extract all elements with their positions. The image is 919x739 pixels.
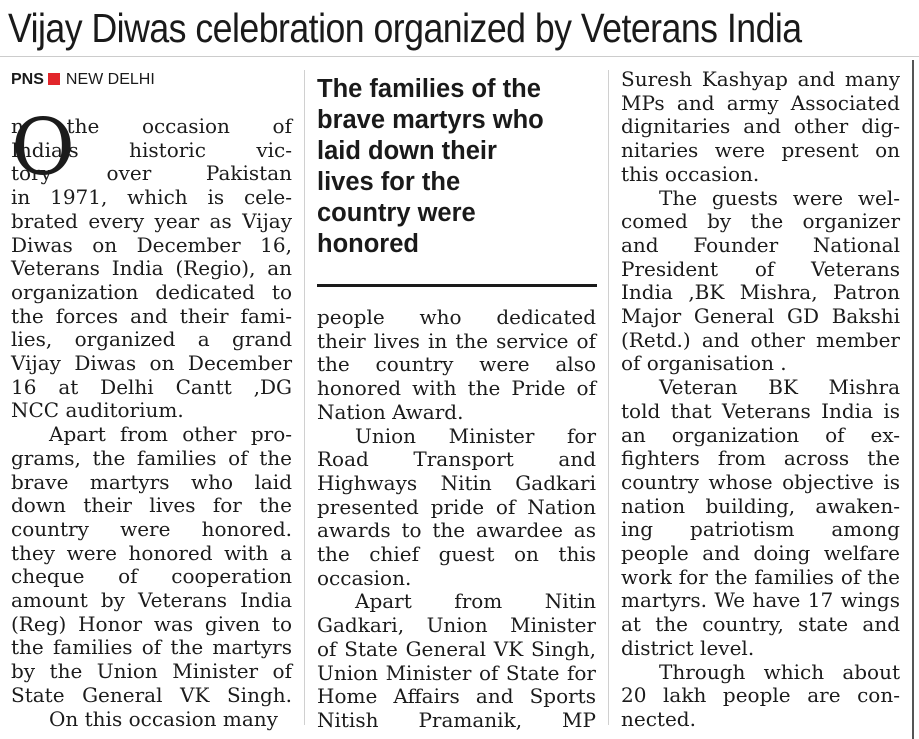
text-line: by the Union Minister of [11, 659, 292, 684]
text-line: dignitaries and other dig- [621, 114, 900, 139]
pull-quote-line: laid down their [317, 137, 497, 165]
column-divider [304, 70, 305, 725]
text-line: Veteran BK Mishra [659, 375, 900, 400]
byline-location: NEW DELHI [65, 71, 155, 88]
text-line: Suresh Kashyap and many [621, 67, 900, 91]
text-line: ing patriotism among [621, 517, 900, 542]
text-line: (Retd.) and other member [621, 327, 900, 352]
text-line: President of Veterans [621, 256, 900, 281]
text-line: Union Minister of State for [317, 660, 596, 685]
text-line: n the occasion of [11, 114, 292, 138]
text-line: On this occasion many [49, 706, 278, 731]
text-line: fighters from across the [621, 446, 900, 471]
text-line: grams, the families of the [11, 445, 292, 470]
text-line: martyrs. We have 17 wings [621, 588, 900, 613]
clipping-edge [912, 60, 914, 739]
text-line: people who dedicated [317, 305, 596, 329]
pull-quote-line: The families of the [317, 75, 541, 103]
text-line: 20 lakh people are con- [621, 683, 900, 708]
text-line: Vijay Diwas on December [11, 351, 292, 376]
text-line: district level. [621, 635, 755, 660]
text-line: down their lives for the [11, 493, 292, 518]
article-headline: Vijay Diwas celebration organized by Veterans India [8, 5, 802, 51]
text-line: nitaries were present on [621, 138, 900, 163]
text-line: and Founder National [621, 232, 900, 257]
dropcap-paragraph [11, 103, 292, 193]
text-line: MPs and army Associated [621, 90, 900, 115]
article-column-1 [11, 103, 292, 731]
text-line: Union Minister for [355, 423, 596, 448]
text-line: at the country, state and [621, 612, 900, 637]
text-line: people and doing welfare [621, 541, 900, 566]
headline-rule [0, 56, 919, 57]
text-line: cheque of cooperation [11, 564, 292, 589]
pull-quote-line: brave martyrs who [317, 106, 544, 134]
text-line: The guests were wel- [659, 185, 900, 210]
text-line: occasion. [317, 565, 412, 590]
text-line: country were honored. [11, 516, 292, 541]
byline-agency: PNS [11, 71, 44, 88]
text-line: presented pride of Nation [317, 494, 596, 519]
text-line: nected. [621, 706, 696, 731]
text-line: of organisation . [621, 351, 787, 376]
text-line: comed by the organizer [621, 209, 900, 234]
text-line: India's historic vic- [11, 137, 292, 162]
byline-marker-icon [48, 73, 60, 85]
dropcap-letter: O [11, 103, 75, 193]
text-line: nation building, awaken- [621, 493, 900, 518]
text-line: an organization of ex- [621, 422, 900, 447]
text-line: NCC auditorium. [11, 398, 184, 423]
text-line: the country were also [317, 352, 596, 377]
text-line: told that Veterans India is [621, 398, 900, 423]
text-line: Diwas on December 16, [11, 232, 292, 257]
text-line: country whose objective is [621, 469, 900, 494]
text-line: work for the families of the [621, 564, 900, 589]
text-line: Home Affairs and Sports [317, 684, 596, 709]
text-line: (Reg) Honor was given to [11, 611, 292, 636]
text-line: brave martyrs who laid [11, 469, 292, 494]
pull-quote-line: honored [317, 230, 419, 258]
text-line: the families of the martyrs [11, 635, 292, 660]
pull-quote-rule [317, 284, 597, 287]
text-line: India ,BK Mishra, Patron [621, 280, 900, 305]
text-line: this occasion. [621, 161, 760, 186]
text-line: their lives in the service of [317, 328, 596, 353]
text-line: lies, organized a grand [11, 327, 292, 352]
text-line: Major General GD Bakshi [621, 304, 900, 329]
article-column-3 [621, 68, 900, 732]
text-line: in 1971, which is cele- [11, 185, 292, 210]
text-line: tory over Pakistan [11, 161, 292, 186]
text-line: 16 at Delhi Cantt ,DG [11, 374, 292, 399]
text-line: brated every year as Vijay [11, 208, 292, 233]
text-line: organization dedicated to [11, 279, 292, 304]
text-line: Nation Award. [317, 399, 464, 424]
text-line: awards to the awardee as [317, 518, 596, 543]
pull-quote-line: lives for the [317, 168, 461, 196]
text-line: Highways Nitin Gadkari [317, 470, 596, 495]
text-line: they were honored with a [11, 540, 292, 565]
text-line: the chief guest on this [317, 542, 596, 567]
text-line: honored with the Pride of [317, 376, 596, 401]
text-line: Apart from other pro- [49, 422, 292, 447]
pull-quote-line: country were [317, 199, 476, 227]
text-line: of State General VK Singh, [317, 636, 596, 661]
article-column-2 [317, 306, 596, 733]
text-line: Apart from Nitin [355, 589, 596, 614]
text-line: Gadkari, Union Minister [317, 613, 596, 638]
text-line: Through which about [659, 659, 900, 684]
column-divider [608, 70, 609, 725]
byline [11, 70, 155, 90]
text-line: Road Transport and [317, 447, 596, 472]
text-line: Veterans India (Regio), an [11, 256, 292, 281]
text-line: Nitish Pramanik, MP [317, 707, 596, 732]
text-line: State General VK Singh. [11, 682, 292, 707]
pull-quote [317, 74, 597, 260]
text-line: amount by Veterans India [11, 588, 292, 613]
text-line: the forces and their fami- [11, 303, 292, 328]
